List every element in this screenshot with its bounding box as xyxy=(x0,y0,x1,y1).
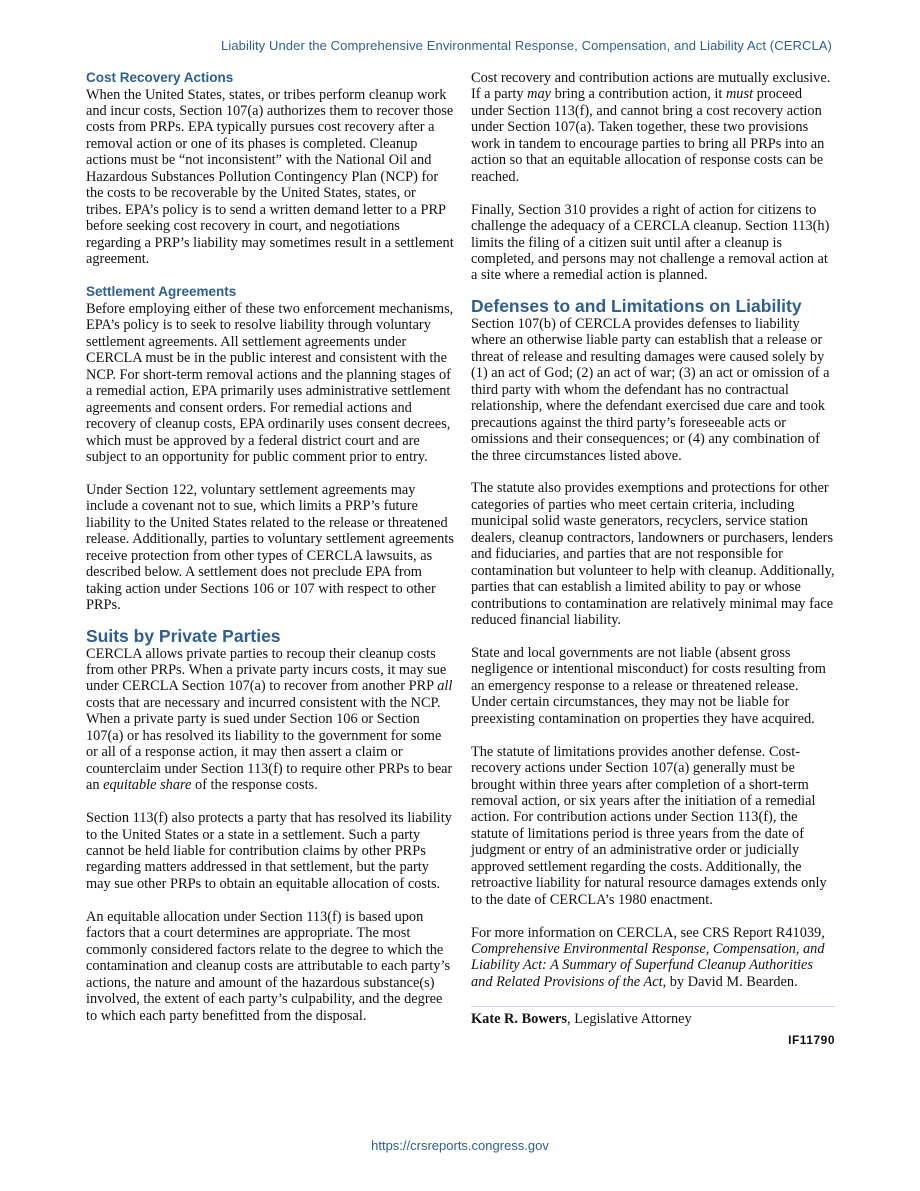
paragraph-citizen-suits: Finally, Section 310 provides a right of action for citizens to challenge the adequacy of a CERCLA cleanup. Section 113(h) limits the filing of a citizen suit until after a cleanup is completed, and persons may not challenge a removal action at a site where a remedial action is planned. xyxy=(471,201,830,284)
paragraph-more-info: For more information on CERCLA, see CRS Report R41039, Comprehensive Environmental Response, Compensation, and Liability Act: A Summary of Superfund Cleanup Authorities and Related Provisions of the Act, by David M. Bearden. xyxy=(471,924,825,990)
right-column xyxy=(471,70,835,1048)
author-name: Kate R. Bowers xyxy=(471,1011,568,1028)
paragraph-defenses-2: The statute also provides exemptions and protections for other categories of parties who meet certain criteria, including municipal solid waste generators, recyclers, service station dealers, cleanup contractors, landowners or purchasers, lenders and fiduciaries, and parties that are not responsible for contamination but volunteer to help with cleanup. Additionally, parties that can establish a limited ability to pay or whose contributions to contamination are relatively minimal may face reduced financial liability. xyxy=(471,480,835,629)
paragraph-defenses-3: State and local governments are not liable (absent gross negligence or intentional misconduct) for costs resulting from an emergency response to a release or threatened release. Under certain circumstances, they may not be liable for preexisting contamination on properties they have acquired. xyxy=(471,644,826,727)
author-title: , Legislative Attorney xyxy=(567,1011,692,1028)
paragraph-settlement-1: Before employing either of these two enforcement mechanisms, EPA’s policy is to seek to resolve liability through voluntary settlement agreements. All settlement agreements under CERCLA must be in the public interest and consistent with the NCP. For short-term removal actions and the planning stages of a remedial action, EPA primarily uses administrative settlement agreements and consent orders. For remedial actions and recovery of cleanup costs, EPA ordinarily uses consent decrees, which must be approved by a federal district court and are subject to an opportunity for public comment prior to entry. xyxy=(86,300,454,466)
heading-defenses: Defenses to and Limitations on Liability xyxy=(471,295,802,316)
footer-url[interactable]: https://crsreports.congress.gov xyxy=(371,1138,549,1153)
author-divider xyxy=(471,1006,835,1007)
paragraph-defenses-1: Section 107(b) of CERCLA provides defenses to liability where an otherwise liable party can establish that a release or threat of release and resulting damages were caused solely by (1) an act of God; (2) an act of war; (3) an act or omission of a third party with whom the defendant has no contractual relationship, where the defendant exercised due care and took precautions against the third party’s foreseeable acts or omissions and their consequences; or (4) any combination of the three circumstances listed above. xyxy=(471,315,830,464)
paragraph-settlement-2: Under Section 122, voluntary settlement agreements may include a covenant not to sue, which limits a PRP’s future liability to the United States related to the release or threatened release. Additionally, parties to voluntary settlement agreements receive protection from other types of CERCLA lawsuits, as described below. A settlement does not preclude EPA from taking action under Sections 106 or 107 with respect to other PRPs. xyxy=(86,481,454,614)
paragraph-exclusive-1: Cost recovery and contribution actions are mutually exclusive. If a party may bring a contribution action, it must proceed under Section 113(f), and cannot bring a cost recovery action under Section 107(a). Taken together, these two provisions work in tandem to encourage parties to bring all PRPs into an action so that an equitable allocation of response costs can be reached. xyxy=(471,70,831,185)
heading-cost-recovery: Cost Recovery Actions xyxy=(86,70,234,85)
paragraph-private-suits-1: CERCLA allows private parties to recoup their cleanup costs from other PRPs. When a private party incurs costs, it may sue under CERCLA Section 107(a) to recover from another PRP all costs that are necessary and incurred consistent with the NCP. When a private party is sued under Section 106 or Section 107(a) or has resolved its liability to the government for some or all of a response action, it may then assert a claim or counterclaim under Section 113(f) to require other PRPs to bear an equitable share of the response costs. xyxy=(86,645,453,794)
document-id: IF11790 xyxy=(788,1032,835,1047)
paragraph-private-suits-3: An equitable allocation under Section 113(f) is based upon factors that a court determines are appropriate. The most commonly considered factors relate to the degree to which the contamination and cleanup costs are attributable to each party’s actions, the nature and amount of the hazardous substance(s) involved, the extent of each party’s culpability, and the degree to which each party benefitted from the disposal. xyxy=(86,908,451,1024)
heading-settlement: Settlement Agreements xyxy=(86,284,237,300)
paragraph-private-suits-2: Section 113(f) also protects a party that has resolved its liability to the United States or a state in a settlement. Such a party cannot be held liable for contribution claims by other PRPs regarding matters addressed in that settlement, but the party may sue other PRPs to obtain an equitable allocation of costs. xyxy=(86,810,452,892)
paragraph-defenses-4: The statute of limitations provides another defense. Cost-recovery actions under Section 107(a) generally must be brought within three years after completion of a short-term removal action, or six years after the initiation of a remedial action. For contribution actions under Section 113(f), the statute of limitations period is three years from the date of judgment or entry of an administrative order or judicially approved settlement regarding the costs. Additionally, the retroactive liability for natural resource damages extends only to the date of CERCLA’s 1980 enactment. xyxy=(471,743,827,908)
author-line xyxy=(471,1011,835,1027)
left-column xyxy=(86,70,454,1024)
paragraph-cost-recovery: When the United States, states, or tribes perform cleanup work and incur costs, Section 107(a) authorizes them to recover those costs from PRPs. EPA typically pursues cost recovery after a removal action or one of its phases is completed. Cleanup actions must be “not inconsistent” with the National Oil and Hazardous Substances Pollution Contingency Plan (NCP) for the costs to be recoverable by the United States, states, or tribes. EPA’s policy is to send a written demand letter to a PRP before seeking cost recovery in court, and negotiations regarding a PRP’s liability may sometimes result in a settlement agreement. xyxy=(86,86,454,268)
running-header: Liability Under the Comprehensive Environmental Response, Compensation, and Liability Act (CERCLA) xyxy=(221,38,832,53)
heading-private-suits: Suits by Private Parties xyxy=(86,625,281,646)
